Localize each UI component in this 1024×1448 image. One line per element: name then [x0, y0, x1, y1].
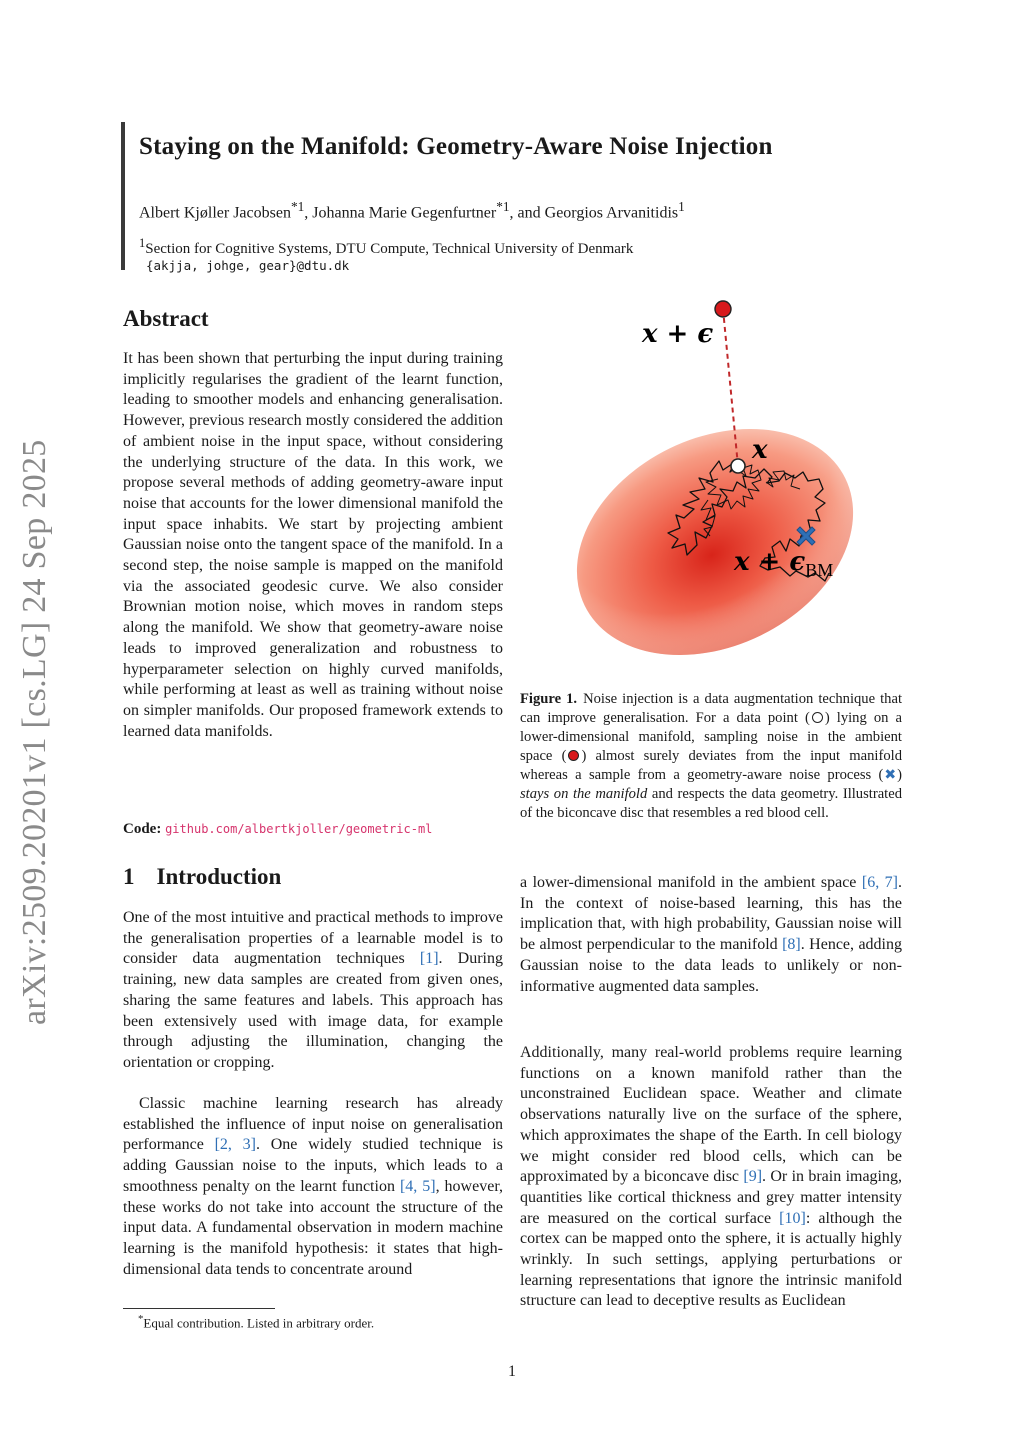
title-accent-bar: [121, 122, 125, 270]
caption-text: and respects the data geometry. Illustrated of the biconcave disc that resembles a red blood cell.: [520, 786, 903, 821]
paragraph-text: . Or in brain imaging, quantities like cortical thickness and grey matter intensity are measured on the cortical surface: [520, 1168, 903, 1227]
arxiv-id: arXiv:2509.20201v1 [cs.LG] 24 Sep 2025: [16, 439, 53, 1025]
footnote: [138, 1313, 374, 1331]
author-superscript: *1: [290, 199, 305, 214]
ambient-noise-point-x-plus-epsilon: [715, 301, 731, 317]
biconcave-disc-figure: [520, 296, 904, 676]
blue-cross-icon: ✖: [884, 767, 897, 783]
paragraph-text: One of the most intuitive and practical methods to improve the generalisation properties of a learnable model is to consider data augmentation techniques: [123, 909, 503, 968]
paragraph-text: : although the cortex can be mapped onto the sphere, it is actually highly wrinkly. In such settings, applying perturbations or learning representations that ignore the intrinsic manifold structure can lead to deceptive results as Euclidean: [520, 1209, 902, 1310]
citation-link[interactable]: [10]: [779, 1209, 806, 1227]
section-number: 1: [123, 864, 135, 889]
citation-link[interactable]: [8]: [782, 936, 801, 954]
figure-1-illustration: [520, 296, 904, 676]
footnote-rule: [123, 1308, 275, 1309]
abstract-text: It has been shown that perturbing the input during training implicitly regularises the gradient of the learnt function, leading to smoother models and enhancing generalisation. However, previous research mostly considered the addition of ambient noise in the input space, without considering the underlying structure of the data. In this work, we propose several methods of adding geometry-aware input noise that accounts for the lower dimensional manifold the input space inhabits. We start by projecting ambient Gaussian noise onto the tangent space of the manifold. In a second step, the noise sample is mapped on the manifold via the associated geodesic curve. We also consider Brownian motion noise, which moves in random steps along the manifold. We show that geometry-aware noise leads to improved generalization and robustness to hyperparameter selection on highly curved manifolds, while performing at least as well as training without noise on simpler manifolds. Our proposed framework extends to learned data manifolds.: [123, 350, 503, 740]
paper-title: Staying on the Manifold: Geometry-Aware Noise Injection: [139, 133, 773, 160]
paragraph-text: . One widely studied technique is adding Gaussian noise to the inputs, which leads to a smoothness penalty on the learnt function: [123, 1136, 504, 1195]
paragraph-text: , however, these works do not take into account the structure of the input data. A fundamental observation in modern machine learning is the manifold hypothesis: it states that high-dimensional data tends to concentrate around: [123, 1177, 504, 1278]
section-heading-introduction: [123, 864, 281, 890]
paragraph-text: . In the context of noise-based learning, this has the implication that, with high probability, Gaussian noise will be almost perpendicular to the manifold: [520, 874, 903, 954]
author-separator: , and: [509, 204, 545, 222]
code-link[interactable]: github.com/albertkjoller/geometric-ml: [165, 822, 433, 836]
data-point-x: [731, 459, 745, 473]
code-label: Code:: [123, 821, 162, 837]
author-name: Georgios Arvanitidis: [544, 204, 679, 222]
citation-link[interactable]: [6, 7]: [861, 874, 899, 891]
author-name: Albert Kjøller Jacobsen: [139, 204, 291, 222]
affiliation-superscript: 1: [139, 236, 146, 250]
disc-rim-shading: [539, 385, 891, 676]
figure-1-caption: [520, 690, 902, 823]
paragraph-text: a lower-dimensional manifold in the ambient space: [520, 874, 862, 891]
author-list: [139, 199, 685, 222]
caption-text: ): [897, 767, 902, 783]
label-x: x: [752, 435, 768, 465]
affiliation: [139, 236, 633, 258]
citation-link[interactable]: [4, 5]: [399, 1177, 436, 1195]
section-title: Introduction: [156, 864, 282, 889]
footnote-text: Equal contribution. Listed in arbitrary order.: [143, 1315, 375, 1331]
label-bm-subscript: BM: [805, 560, 834, 580]
right-column-paragraph-2: [520, 1043, 902, 1312]
citation-link[interactable]: [1]: [419, 950, 439, 968]
caption-label: Figure 1.: [520, 691, 578, 707]
page-number: 1: [508, 1363, 516, 1380]
right-column-paragraph-1: [520, 873, 902, 997]
caption-text: ) almost surely deviates from the input manifold whereas a sample from a geometry-aware noise process (: [520, 748, 902, 783]
citation-link[interactable]: [9]: [743, 1168, 763, 1186]
label-bm-main: x + ϵ: [734, 547, 806, 577]
paragraph-text: . During training, new data samples are created from given ones, sharing the same features and labels. This approach has been extensively used with image data, for example through adjusting the illumination, changing the orientation or cropping.: [123, 950, 504, 1071]
open-circle-icon: [812, 712, 823, 723]
red-dot-icon: [568, 750, 579, 761]
author-emails: {akjja, johge, gear}@dtu.dk: [146, 258, 350, 273]
author-name: Johanna Marie Gegenfurtner: [312, 204, 497, 222]
intro-paragraph-2: [123, 1094, 503, 1280]
abstract-heading: Abstract: [123, 306, 209, 331]
code-line: [123, 821, 432, 838]
paragraph-text: Classic machine learning research has already established the influence of input noise on generalisation performance: [123, 1095, 503, 1154]
label-x-plus-epsilon: x + ϵ: [642, 319, 714, 349]
paragraph-text: Additionally, many real-world problems require learning functions on a known manifold rather than the unconstrained Euclidean space. Weather and climate observations naturally live on the surface of the sphere, which approximates the shape of the Earth. In cell biology we might consider red blood cells, which can be approximated by a biconcave disc: [520, 1044, 902, 1186]
citation-link[interactable]: [2, 3]: [214, 1136, 256, 1154]
caption-text: Noise injection is a data augmentation technique that can improve generalisation. For a data point (: [520, 691, 902, 726]
caption-text: ) lying on a lower-dimensional manifold, sampling noise in the ambient space (: [520, 710, 902, 764]
author-separator: ,: [304, 204, 313, 222]
caption-text-italic: stays on the manifold: [520, 786, 648, 802]
author-superscript: *1: [496, 199, 510, 214]
affiliation-text: Section for Cognitive Systems, DTU Compute, Technical University of Denmark: [145, 241, 634, 257]
paragraph-text: . Hence, adding Gaussian noise to the data leads to unlikely or non-informative augmented data samples.: [520, 936, 903, 995]
author-superscript: 1: [678, 199, 685, 214]
intro-paragraph-1: [123, 908, 503, 1074]
footnote-mark: *: [138, 1313, 144, 1325]
